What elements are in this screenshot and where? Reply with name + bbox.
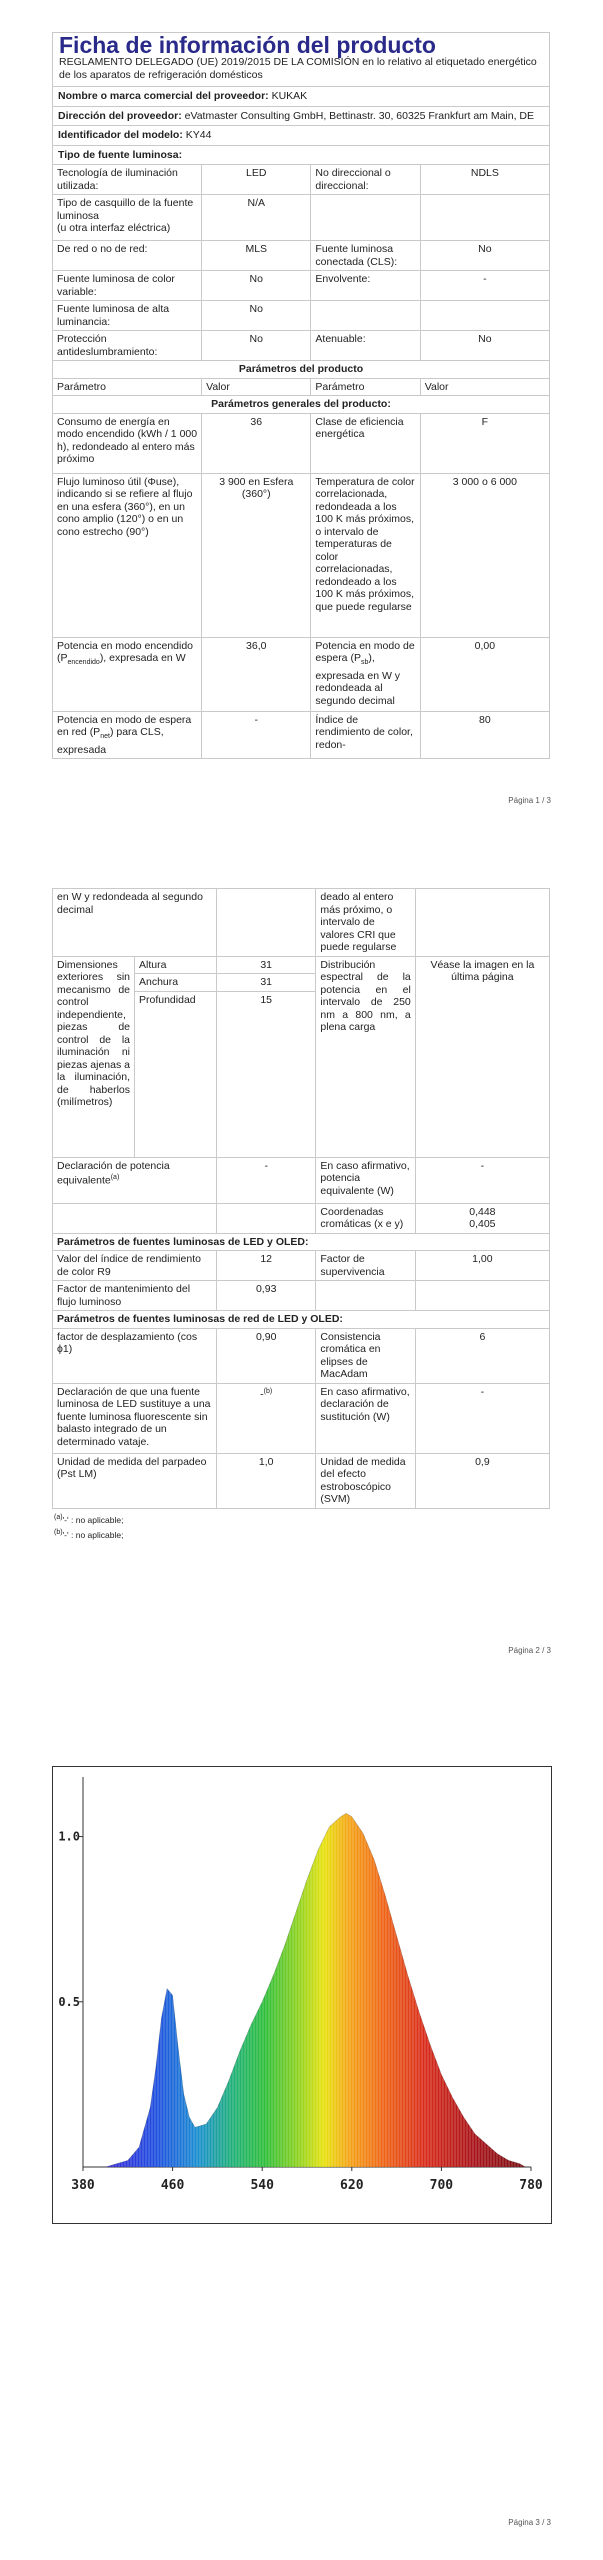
replace-label: Declaración de que una fuente luminosa de LED sustituye a una fuente luminosa fluorescente sin balasto integrado de un determinado vataje. xyxy=(53,1383,217,1453)
r9-value: 12 xyxy=(217,1251,316,1281)
empty-cell xyxy=(53,1203,217,1233)
connected-value: No xyxy=(420,241,549,271)
replace-value xyxy=(217,1383,316,1453)
mains-value: MLS xyxy=(202,241,311,271)
param-header: Parámetro xyxy=(53,378,202,396)
model-id-row xyxy=(53,126,550,146)
cap-type-label xyxy=(53,195,202,241)
empty-cell xyxy=(311,195,420,241)
non-directional-label: No direccional o direccional: xyxy=(311,165,420,195)
empty-cell xyxy=(420,195,549,241)
cri-value: 80 xyxy=(420,711,549,759)
page-3 xyxy=(0,1690,603,2560)
envelope-label: Envolvente: xyxy=(311,271,420,301)
standby-label-a: Potencia en modo de espera (P xyxy=(315,639,415,664)
footnote-b-text: '-' : no aplicable; xyxy=(62,1530,124,1541)
efficiency-value: F xyxy=(420,413,549,473)
lumen-maint-label: Factor de mantenimiento del flujo luminoso xyxy=(53,1281,217,1311)
page-number: Página 1 / 3 xyxy=(508,796,551,805)
survival-label: Factor de supervivencia xyxy=(316,1251,415,1281)
networked-label-continued: en W y redondeada al segundo decimal xyxy=(53,889,217,957)
y-tick-label: 1.0 xyxy=(58,1829,80,1844)
replace-footnote-mark: (b) xyxy=(263,1387,273,1395)
equiv-label xyxy=(53,1157,217,1203)
flux-value: 3 900 en Esfera (360°) xyxy=(202,473,311,637)
page-title: Ficha de información del producto xyxy=(59,32,436,58)
general-params-heading: Parámetros generales del producto: xyxy=(53,396,550,414)
x-tick-label: 540 xyxy=(250,2178,274,2193)
energy-label: Consumo de energía en modo encendido (kWh / 1 000 h), redondeado al entero más próximo xyxy=(53,413,202,473)
empty-cell xyxy=(217,1203,316,1233)
displacement-label: factor de desplazamiento (cos ϕ1) xyxy=(53,1328,217,1383)
displacement-value: 0,90 xyxy=(217,1328,316,1383)
networked-label-b: ) para CLS, expresada xyxy=(57,726,164,756)
product-info-table xyxy=(52,86,550,759)
x-tick-label: 460 xyxy=(160,2178,185,2193)
colour-consistency-value: 6 xyxy=(415,1328,549,1383)
supplier-name-value: KUKAK xyxy=(271,90,308,102)
replace-power-label: En caso afirmativo, declaración de sustitución (W) xyxy=(316,1383,415,1453)
networked-label-a: Potencia en modo de espera en red (P xyxy=(57,713,192,738)
stroboscopic-value: 0,9 xyxy=(415,1453,549,1508)
empty-cell xyxy=(311,301,420,331)
equiv-value: - xyxy=(217,1157,316,1203)
equiv-power-label: En caso afirmativo, potencia equivalente (W) xyxy=(316,1157,415,1203)
cap-type-label-line2: (u otra interfaz eléctrica) xyxy=(57,222,171,234)
networked-label xyxy=(53,711,202,759)
page-2 xyxy=(0,860,603,1690)
width-value: 31 xyxy=(217,974,316,992)
depth-label: Profundidad xyxy=(135,991,217,1157)
networked-sub: net xyxy=(100,733,110,741)
param-header: Parámetro xyxy=(311,378,420,396)
equiv-label-text: Declaración de potencia equivalente xyxy=(57,1159,170,1187)
high-luminance-value: No xyxy=(202,301,311,331)
colour-tunable-value: No xyxy=(202,271,311,301)
supplier-address-row xyxy=(53,106,550,126)
dimensions-label: Dimensiones exteriores sin mecanismo de control independiente, piezas de control de la iluminación ni piezas ajenas a la iluminación, de haberlos (milímetros) xyxy=(53,956,135,1157)
spd-value: Véase la imagen en la última página xyxy=(415,956,549,1157)
title-block xyxy=(52,32,550,86)
supplier-address-label: Dirección del proveedor: xyxy=(58,109,182,122)
envelope-value: - xyxy=(420,271,549,301)
empty-cell xyxy=(420,301,549,331)
product-params-heading: Parámetros del producto xyxy=(53,361,550,379)
power-on-sub: encendido xyxy=(67,659,100,667)
cri-label-continued: deado al entero más próximo, o intervalo de valores CRI que puede regularse xyxy=(316,889,415,957)
page-number: Página 2 / 3 xyxy=(508,1646,551,1655)
dimmable-label: Atenuable: xyxy=(311,331,420,361)
spectral-power-distribution-chart xyxy=(52,1766,552,2224)
cri-label: Índice de rendimiento de color, redon- xyxy=(311,711,420,759)
empty-cell xyxy=(415,889,549,957)
power-on-label xyxy=(53,637,202,711)
supplier-address-value: eVatmaster Consulting GmbH, Bettinastr. 30, 60325 Frankfurt am Main, DE xyxy=(184,109,535,122)
lighting-technology-label: Tecnología de iluminación utilizada: xyxy=(53,165,202,195)
efficiency-label: Clase de eficiencia energética xyxy=(311,413,420,473)
led-oled-params-heading: Parámetros de fuentes luminosas de LED y OLED: xyxy=(53,1233,550,1251)
anti-glare-value: No xyxy=(202,331,311,361)
empty-cell xyxy=(217,889,316,957)
colour-tunable-label: Fuente luminosa de color variable: xyxy=(53,271,202,301)
model-id-label: Identificador del modelo: xyxy=(58,129,183,141)
empty-cell xyxy=(316,1281,415,1311)
x-tick-label: 780 xyxy=(519,2178,543,2193)
regulation-text: REGLAMENTO DELEGADO (UE) 2019/2015 DE LA COMISIÓN en lo relativo al etiquetado energético de los aparatos de refrigeración domésticos xyxy=(59,56,537,81)
flicker-value: 1,0 xyxy=(217,1453,316,1508)
chroma-label: Coordenadas cromáticas (x e y) xyxy=(316,1203,415,1233)
dimmable-value: No xyxy=(420,331,549,361)
survival-value: 1,00 xyxy=(415,1251,549,1281)
x-tick-label: 700 xyxy=(429,2178,454,2193)
depth-value: 15 xyxy=(217,991,316,1157)
mains-led-params-heading: Parámetros de fuentes luminosas de red de LED y OLED: xyxy=(53,1311,550,1329)
value-header: Valor xyxy=(420,378,549,396)
height-label: Altura xyxy=(135,956,217,974)
empty-cell xyxy=(415,1281,549,1311)
y-tick-label: 0.5 xyxy=(58,1994,80,2009)
spd-label: Distribución espectral de la potencia en el intervalo de 250 nm a 800 nm, a plena carga xyxy=(316,956,415,1157)
cct-label: Temperatura de color correlacionada, redondeada a los 100 K más próximos, o intervalo de temperaturas de color correlacionadas, redondeado a los 100 K más próximos, que puede regularse xyxy=(311,473,420,637)
cct-value: 3 000 o 6 000 xyxy=(420,473,549,637)
product-sheet-page-1 xyxy=(52,32,550,759)
standby-label xyxy=(311,637,420,711)
product-info-table-continued xyxy=(52,888,550,1509)
supplier-name-label: Nombre o marca comercial del proveedor: xyxy=(58,90,269,102)
width-label: Anchura xyxy=(135,974,217,992)
light-source-type-heading: Tipo de fuente luminosa: xyxy=(53,145,550,165)
product-sheet-page-2 xyxy=(52,888,550,1542)
replace-power-value: - xyxy=(415,1383,549,1453)
footnote-b xyxy=(52,1526,550,1542)
lighting-technology-value: LED xyxy=(202,165,311,195)
model-id-value: KY44 xyxy=(185,129,212,141)
height-value: 31 xyxy=(217,956,316,974)
connected-label: Fuente luminosa conectada (CLS): xyxy=(311,241,420,271)
footnote-a xyxy=(52,1511,550,1527)
power-on-label-b: ), expresada en W xyxy=(99,652,186,664)
footnote-b-mark: (b) xyxy=(54,1529,63,1537)
page-number: Página 3 / 3 xyxy=(508,2518,551,2527)
chroma-y: 0,405 xyxy=(469,1218,496,1230)
chroma-x: 0,448 xyxy=(469,1205,496,1218)
footnote-a-text: '-' : no aplicable; xyxy=(62,1514,124,1525)
standby-label-b: ), expresada en W y redondeada al segundo decimal xyxy=(315,652,401,707)
replace-value-text: - xyxy=(260,1388,264,1400)
networked-value: - xyxy=(202,711,311,759)
mains-label: De red o no de red: xyxy=(53,241,202,271)
standby-value: 0,00 xyxy=(420,637,549,711)
value-header: Valor xyxy=(202,378,311,396)
stroboscopic-label: Unidad de medida del efecto estroboscópico (SVM) xyxy=(316,1453,415,1508)
spectral-chart-svg xyxy=(53,1767,551,2223)
high-luminance-label: Fuente luminosa de alta luminancia: xyxy=(53,301,202,331)
lumen-maint-value: 0,93 xyxy=(217,1281,316,1311)
footnote-a-mark: (a) xyxy=(54,1513,63,1521)
power-on-value: 36,0 xyxy=(202,637,311,711)
cap-type-value: N/A xyxy=(202,195,311,241)
flux-label: Flujo luminoso útil (Φuse), indicando si se refiere al flujo en una esfera (360°), en un cono amplio (120°) o en un cono estrecho (90°) xyxy=(53,473,202,637)
anti-glare-label: Protección antideslumbramiento: xyxy=(53,331,202,361)
equiv-footnote-mark: (a) xyxy=(110,1174,120,1181)
standby-sub: sb xyxy=(360,659,369,667)
colour-consistency-label: Consistencia cromática en elipses de MacAdam xyxy=(316,1328,415,1383)
energy-value: 36 xyxy=(202,413,311,473)
power-on-label-a: Potencia en modo encendido (P xyxy=(57,639,194,664)
non-directional-value: NDLS xyxy=(420,165,549,195)
equiv-power-value: - xyxy=(415,1157,549,1203)
x-tick-label: 620 xyxy=(340,2178,364,2193)
page-1 xyxy=(0,0,603,860)
flicker-label: Unidad de medida del parpadeo (Pst LM) xyxy=(53,1453,217,1508)
x-tick-label: 380 xyxy=(71,2178,95,2193)
cap-type-label-line1: Tipo de casquillo de la fuente luminosa xyxy=(57,197,194,222)
r9-label: Valor del índice de rendimiento de color R9 xyxy=(53,1251,217,1281)
chroma-values xyxy=(415,1203,549,1233)
supplier-name-row xyxy=(53,87,550,107)
